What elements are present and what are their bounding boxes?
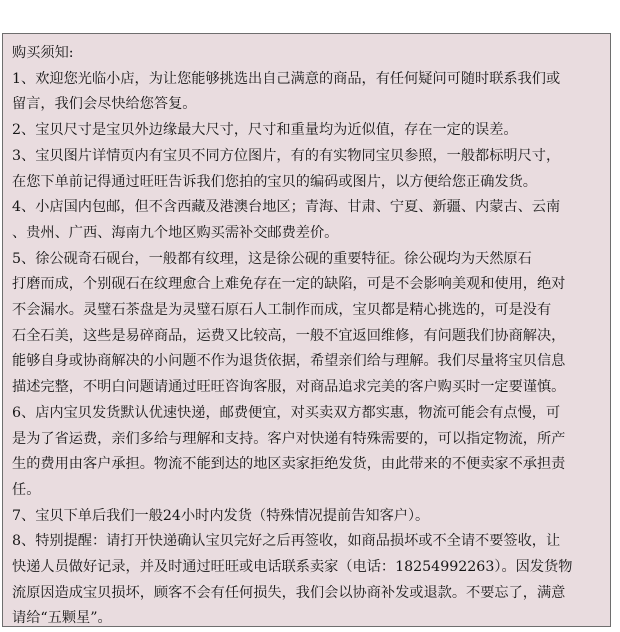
notice-line: 在您下单前记得通过旺旺告诉我们您拍的宝贝的编码或图片，以方便给您正确发货。 — [12, 173, 537, 190]
notice-line: 生的费用由客户承担。物流不能到达的地区卖家拒绝发货，由此带来的不便卖家不承担责 — [12, 456, 566, 473]
notice-line: 8、特别提醒：请打开快递确认宝贝完好之后再签收，如商品损坏或不全请不要签收，让 — [12, 533, 561, 550]
notice-line: 不会漏水。灵璧石茶盘是为灵璧石原石人工制作而成，宝贝都是精心挑选的，可是没有 — [12, 302, 552, 319]
notice-line: 石全石美，这些是易碎商品，运费又比较高，一般不宜返回维修，有问题我们协商解决， — [12, 327, 566, 344]
notice-line: 快递人员做好记录，并及时通过旺旺或电话联系卖家（电话：18254992263）。因发货物 — [12, 559, 573, 576]
notice-line: 能够自身或协商解决的小问题不作为退货依据，希望亲们给与理解。我们尽量将宝贝信息 — [12, 353, 566, 370]
notice-line: 打磨而成，个别砚石在纹理愈合上难免存在一定的缺陷，可是不会影响美观和使用，绝对 — [12, 276, 566, 293]
notice-line: 3、宝贝图片详情页内有宝贝不同方位图片，有的有实物同宝贝参照，一般都标明尺寸， — [12, 147, 561, 164]
notice-line: 是为了省运费，亲们多给与理解和支持。客户对快递有特殊需要的，可以指定物流，所产 — [12, 430, 566, 447]
purchase-notice-panel — [2, 33, 611, 627]
notice-line: 请给“五颗星”。 — [12, 610, 112, 627]
notice-line: 2、宝贝尺寸是宝贝外边缘最大尺寸，尺寸和重量均为近似值，存在一定的误差。 — [12, 122, 518, 139]
notice-line: 留言，我们会尽快给您答复。 — [12, 96, 197, 113]
notice-line: 6、店内宝贝发货默认优速快递，邮费便宜，对买卖双方都实惠，物流可能会有点慢，可 — [12, 404, 561, 421]
notice-line: 描述完整，不明白问题请通过旺旺咨询客服，对商品追求完美的客户购买时一定要谨慎。 — [12, 379, 566, 396]
notice-line: 流原因造成宝贝损坏，顾客不会有任何损失，我们会以协商补发或退款。不要忘了，满意 — [12, 584, 566, 601]
notice-line: 任。 — [12, 481, 41, 498]
notice-line: 1、欢迎您光临小店，为让您能够挑选出自己满意的商品，有任何疑问可随时联系我们或 — [12, 70, 561, 87]
notice-line: 4、小店国内包邮，但不含西藏及港澳台地区；青海、甘肃、宁夏、新疆、内蒙古、云南 — [12, 199, 561, 216]
notice-line: 7、宝贝下单后我们一般24小时内发货（特殊情况提前告知客户）。 — [12, 507, 430, 524]
notice-title: 购买须知: — [12, 45, 74, 61]
notice-line: 5、徐公砚奇石砚台，一般都有纹理，这是徐公砚的重要特征。徐公砚均为天然原石 — [12, 250, 532, 267]
notice-line: 、贵州、广西、海南九个地区购买需补交邮费差价。 — [12, 224, 339, 241]
